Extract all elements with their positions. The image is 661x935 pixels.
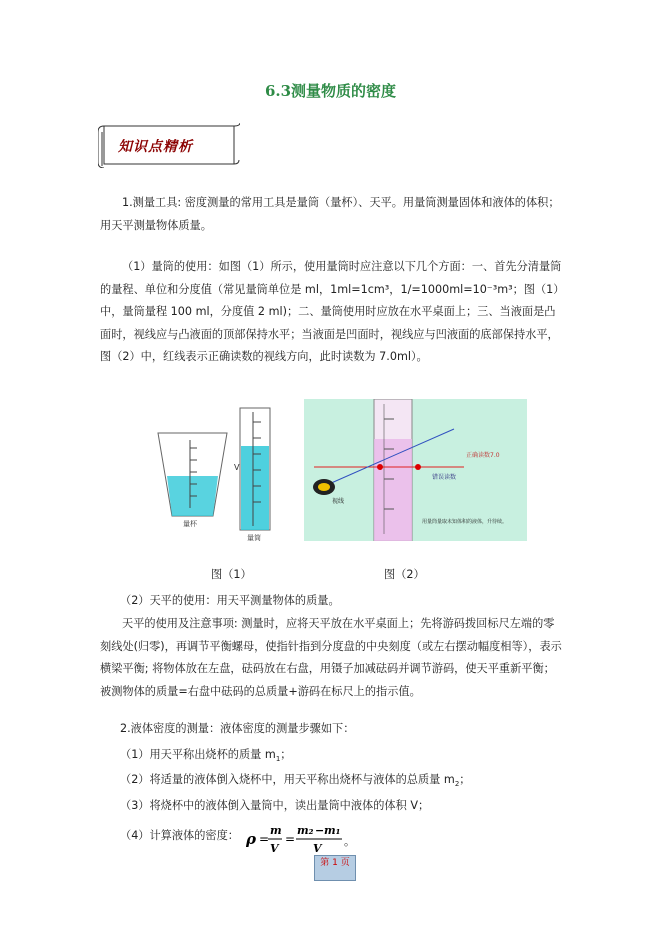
figure-1-caption: 图（1） [211, 568, 252, 581]
paragraph-tools: 1.测量工具: 密度测量的常用工具是量筒（量杯）、天平。用量筒测量固体和液体的体积；用天平测量物体质量。 [100, 196, 560, 232]
svg-text:=: = [285, 832, 296, 846]
svg-text:ρ: ρ [246, 830, 256, 848]
svg-text:V: V [313, 842, 322, 855]
paragraph-cylinder-usage: （1）量筒的使用：如图（1）所示，使用量筒时应注意以下几个方面：一、首先分清量筒的量程、单位和分度值（常见量筒单位是 ml，1ml=1cm³，1/=1000ml=10⁻³m³；图（1）中，量筒量程 100 ml，分度值 2 ml)；二、量筒使用时应放在水平桌面上；三、当液面是凸面时，视线应与凸液面的顶部保持水平；当液面是凹面时，视线应与凹液面的底部保持水平，图（2）中，红线表示正确读数的视线方向，此时读数为 7.0ml）。 [100, 260, 562, 363]
page-title: 6.3测量物质的密度 [264, 82, 397, 100]
balance-usage-heading: （2）天平的使用：用天平测量物体的质量。 [120, 594, 340, 607]
svg-text:。: 。 [344, 835, 355, 848]
step-2: （2）将适量的液体倒入烧杯中，用天平称出烧杯与液体的总质量 $m_2$； [120, 773, 471, 789]
wrong-reading-label: 错误读数 [432, 474, 457, 481]
step-3: （3）将烧杯中的液体倒入量筒中，读出量筒中液体的体积 V； [120, 799, 430, 812]
step-4: （4）计算液体的密度： [120, 829, 239, 842]
paragraph-balance-notes: 天平的使用及注意事项: 测量时，应将天平放在水平桌面上；先将游码拨回标尺左端的零刻线处(归零)，再调节平衡螺母，使指针指到分度盘的中央刻度（或左右摆动幅度相等），表示横梁平衡; 将物体放在左盘，砝码放在右盘，用镊子加减砝码并调节游码，使天平重新平衡；被测物体的质量=右盘中砝码的总质量+游码在标尺上的指示值。 [100, 617, 562, 698]
eye-label: 视线 [332, 498, 345, 505]
cylinder-label: 量筒 [247, 534, 261, 542]
svg-text:m₂: m₂ [297, 824, 314, 837]
svg-text:m₁: m₁ [324, 824, 341, 837]
liquid-density-heading: 2.液体密度的测量：液体密度的测量步骤如下： [120, 722, 355, 735]
svg-text:m: m [270, 824, 282, 837]
correct-reading-label: 正确读数7.0 [466, 452, 500, 459]
figure-2-note: 用量筒量取未知体积的液体，升待续。 [422, 519, 508, 525]
volume-label: V [234, 463, 240, 472]
beaker-label: 量杯 [183, 520, 197, 528]
page-number: 第 1 页 [314, 855, 356, 881]
figure-2-reading-diagram [304, 399, 527, 541]
svg-text:V: V [270, 842, 279, 855]
svg-text:=: = [259, 832, 270, 846]
banner-label: 知识点精析 [118, 139, 193, 155]
svg-text:−: − [315, 824, 325, 837]
figure-2-caption: 图（2） [384, 568, 425, 581]
figure-1-graduated-cylinder [155, 398, 280, 546]
step-1: （1）用天平称出烧杯的质量 $m_1$； [120, 748, 292, 764]
